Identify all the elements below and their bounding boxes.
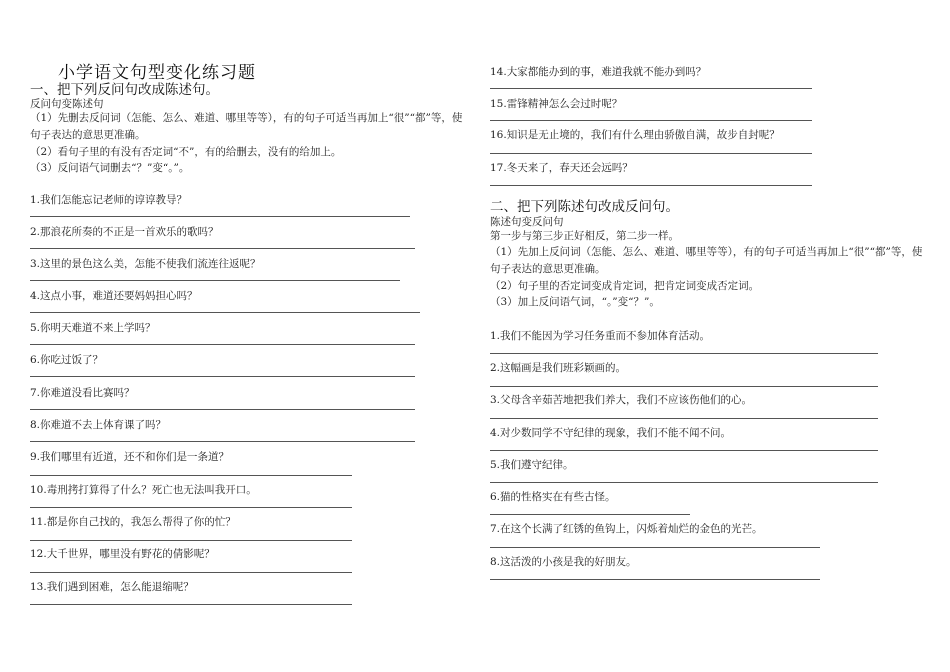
question-item: 9.我们哪里有近道，还不和你们是一条道？ <box>30 451 230 463</box>
section-one-instruction-2: （2）看句子里的有没有否定词“不”，有的给删去，没有的给加上。 <box>30 146 342 158</box>
question-item: 13.我们遇到困难，怎么能退缩呢？ <box>30 581 194 593</box>
answer-line[interactable] <box>490 514 690 515</box>
answer-line[interactable] <box>490 418 878 419</box>
section-two-instruction-2: （2）句子里的否定词变成肯定词，把肯定词变成否定词。 <box>490 280 760 292</box>
question-item: 5.我们遵守纪律。 <box>490 459 574 471</box>
answer-line[interactable] <box>30 475 352 476</box>
question-item: 4.这点小事，难道还要妈妈担心吗？ <box>30 290 198 302</box>
answer-line[interactable] <box>490 386 878 387</box>
answer-line[interactable] <box>490 88 812 89</box>
answer-line[interactable] <box>30 376 415 377</box>
question-item: 10.毒刑拷打算得了什么？死亡也无法叫我开口。 <box>30 484 257 496</box>
answer-line[interactable] <box>30 572 352 573</box>
question-item: 2.那浪花所奏的不正是一首欢乐的歌吗？ <box>30 226 219 238</box>
section-one-instruction-3: （3）反问语气词删去“？”变“。”。 <box>30 162 190 174</box>
answer-line[interactable] <box>30 604 352 605</box>
question-item: 16.知识是无止境的，我们有什么理由骄傲自满，故步自封呢？ <box>490 129 780 141</box>
answer-line[interactable] <box>30 280 400 281</box>
question-item: 8.你难道不去上体育课了吗？ <box>30 419 167 431</box>
answer-line[interactable] <box>30 507 352 508</box>
section-two-subheading: 陈述句变反问句 <box>490 216 564 228</box>
question-item: 11.都是你自己找的，我怎么帮得了你的忙？ <box>30 516 236 528</box>
section-two-heading: 二、把下列陈述句改成反问句。 <box>490 199 679 215</box>
answer-line[interactable] <box>490 450 878 451</box>
question-item: 5.你明天难道不来上学吗？ <box>30 322 156 334</box>
answer-line[interactable] <box>30 344 415 345</box>
question-item: 8.这活泼的小孩是我的好朋友。 <box>490 556 637 568</box>
answer-line[interactable] <box>30 409 415 410</box>
question-item: 3.这里的景色这么美，怎能不使我们流连往返呢？ <box>30 258 261 270</box>
answer-line[interactable] <box>490 185 812 186</box>
question-item: 3.父母含辛茹苦地把我们养大，我们不应该伤他们的心。 <box>490 394 753 406</box>
question-item: 1.我们怎能忘记老师的谆谆教导？ <box>30 194 188 206</box>
answer-line[interactable] <box>490 547 820 548</box>
question-item: 7.你难道没看比赛吗？ <box>30 387 135 399</box>
question-item: 6.你吃过饭了？ <box>30 354 104 366</box>
answer-line[interactable] <box>490 153 812 154</box>
question-item: 15.雷锋精神怎么会过时呢？ <box>490 98 623 110</box>
section-one-subheading: 反问句变陈述句 <box>30 98 104 110</box>
question-item: 12.大千世界，哪里没有野花的倩影呢？ <box>30 548 215 560</box>
question-item: 17.冬天来了，春天还会远吗？ <box>490 162 633 174</box>
page-title: 小学语文句型变化练习题 <box>58 63 256 83</box>
answer-line[interactable] <box>30 248 415 249</box>
section-one-heading: 一、把下列反问句改成陈述句。 <box>30 82 219 98</box>
answer-line[interactable] <box>30 216 410 217</box>
answer-line[interactable] <box>30 312 420 313</box>
answer-line[interactable] <box>490 579 820 580</box>
answer-line[interactable] <box>30 441 415 442</box>
question-item: 14.大家都能办到的事，难道我就不能办到吗？ <box>490 66 707 78</box>
section-two-instruction-1: （1）先加上反问词（怎能、怎么、难道、哪里等等），有的句子可适当再加上“很”“都”等，使句子表达的意思更准确。 <box>490 246 923 275</box>
answer-line[interactable] <box>490 120 812 121</box>
answer-line[interactable] <box>490 482 878 483</box>
answer-line[interactable] <box>30 540 352 541</box>
question-item: 7.在这个长满了红锈的鱼钩上，闪烁着灿烂的金色的光芒。 <box>490 523 763 535</box>
question-item: 6.猫的性格实在有些古怪。 <box>490 491 616 503</box>
question-item: 2.这幅画是我们班彩颖画的。 <box>490 362 627 374</box>
section-two-step-note: 第一步与第三步正好相反，第二步一样。 <box>490 230 679 242</box>
section-two-instruction-3: （3）加上反问语气词，“。”变“？”。 <box>490 296 660 308</box>
answer-line[interactable] <box>490 353 878 354</box>
question-item: 4.对少数同学不守纪律的现象，我们不能不闻不问。 <box>490 427 732 439</box>
section-one-instruction-1: （1）先删去反问词（怎能、怎么、难道、哪里等等），有的句子可适当再加上“很”“都”等，使句子表达的意思更准确。 <box>30 112 463 141</box>
question-item: 1.我们不能因为学习任务重而不参加体育活动。 <box>490 330 711 342</box>
